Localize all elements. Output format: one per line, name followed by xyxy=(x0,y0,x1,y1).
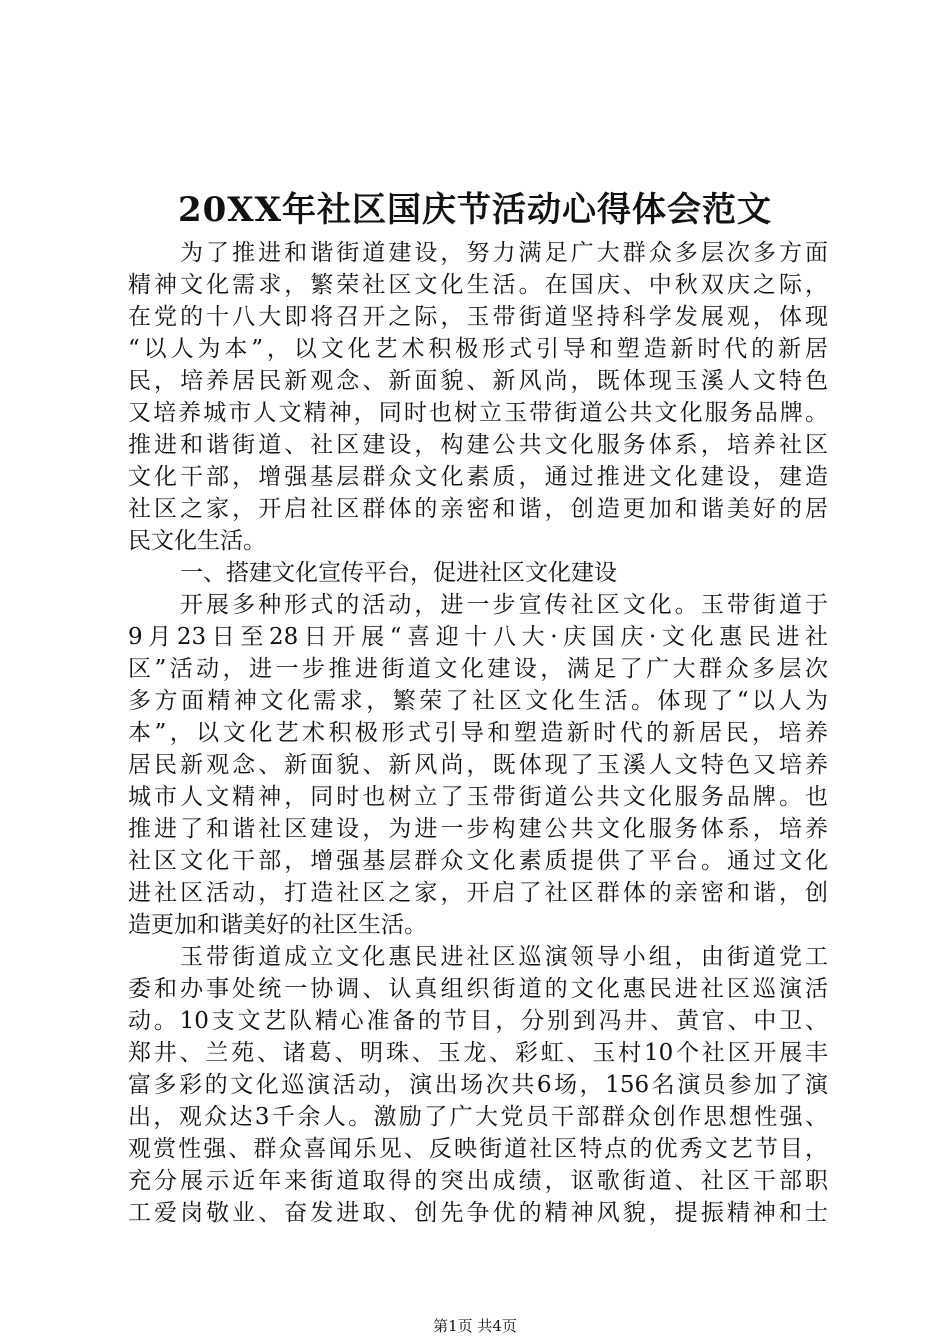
text-line: 玉带街道成立文化惠民进社区巡演领导小组，由街道党工 xyxy=(180,944,828,970)
text-line: 造更加和谐美好的社区生活。 xyxy=(128,912,427,938)
text-line: 在党的十八大即将召开之际，玉带街道坚持科学发展观，体现 xyxy=(128,304,828,330)
text-line: 区”活动，进一步推进街道文化建设，满足了广大群众多层次 xyxy=(128,656,828,682)
text-line: 城市人文精神，同时也树立了玉带街道公共文化服务品牌。也 xyxy=(128,784,828,810)
text-line: 观赏性强、群众喜闻乐见、反映街道社区特点的优秀文艺节目， xyxy=(128,1136,828,1162)
text-line: 文化干部，增强基层群众文化素质，通过推进文化建设，建造 xyxy=(128,464,828,490)
text-line: 社区之家，开启社区群体的亲密和谐，创造更加和谐美好的居 xyxy=(128,496,828,522)
document-title: 20XX年社区国庆节活动心得体会范文 xyxy=(177,190,773,230)
text-line: 精神文化需求，繁荣社区文化生活。在国庆、中秋双庆之际， xyxy=(128,272,828,298)
text-line: 又培养城市人文精神，同时也树立玉带街道公共文化服务品牌。 xyxy=(128,400,828,426)
page-footer: 第1页 共4页 xyxy=(433,1317,517,1335)
text-line: 一、搭建文化宣传平台，促进社区文化建设 xyxy=(180,560,617,586)
text-line: “以人为本”，以文化艺术积极形式引导和塑造新时代的新居 xyxy=(128,336,828,362)
text-line: 委和办事处统一协调、认真组织街道的文化惠民进社区巡演活 xyxy=(128,976,828,1002)
text-line: 动。10支文艺队精心准备的节目，分别到冯井、黄官、中卫、 xyxy=(128,1008,828,1034)
text-line: 本”，以文化艺术积极形式引导和塑造新时代的新居民，培养 xyxy=(128,720,828,746)
text-line: 推进了和谐社区建设，为进一步构建公共文化服务体系，培养 xyxy=(128,816,828,842)
text-line: 充分展示近年来街道取得的突出成绩，讴歌街道、社区干部职 xyxy=(128,1168,828,1194)
text-line: 推进和谐街道、社区建设，构建公共文化服务体系，培养社区 xyxy=(128,432,828,458)
text-line: 出，观众达3千余人。激励了广大党员干部群众创作思想性强、 xyxy=(128,1104,828,1130)
text-line: 社区文化干部，增强基层群众文化素质提供了平台。通过文化 xyxy=(128,848,828,874)
text-line: 9月23日至28日开展“喜迎十八大·庆国庆·文化惠民进社 xyxy=(128,624,828,650)
text-line: 富多彩的文化巡演活动，演出场次共6场，156名演员参加了演 xyxy=(128,1072,828,1098)
text-line: 工爱岗敬业、奋发进取、创先争优的精神风貌，提振精神和士 xyxy=(128,1200,828,1226)
document-body xyxy=(128,237,828,1229)
text-line: 民文化生活。 xyxy=(128,528,266,554)
text-line: 进社区活动，打造社区之家，开启了社区群体的亲密和谐，创 xyxy=(128,880,828,906)
text-line: 开展多种形式的活动，进一步宣传社区文化。玉带街道于 xyxy=(180,592,828,618)
text-line: 居民新观念、新面貌、新风尚，既体现了玉溪人文特色又培养 xyxy=(128,752,828,778)
text-line: 民，培养居民新观念、新面貌、新风尚，既体现玉溪人文特色 xyxy=(128,368,828,394)
text-line: 为了推进和谐街道建设，努力满足广大群众多层次多方面 xyxy=(180,240,828,266)
text-line: 多方面精神文化需求，繁荣了社区文化生活。体现了“以人为 xyxy=(128,688,828,714)
text-line: 郑井、兰苑、诸葛、明珠、玉龙、彩虹、玉村10个社区开展丰 xyxy=(128,1040,828,1066)
